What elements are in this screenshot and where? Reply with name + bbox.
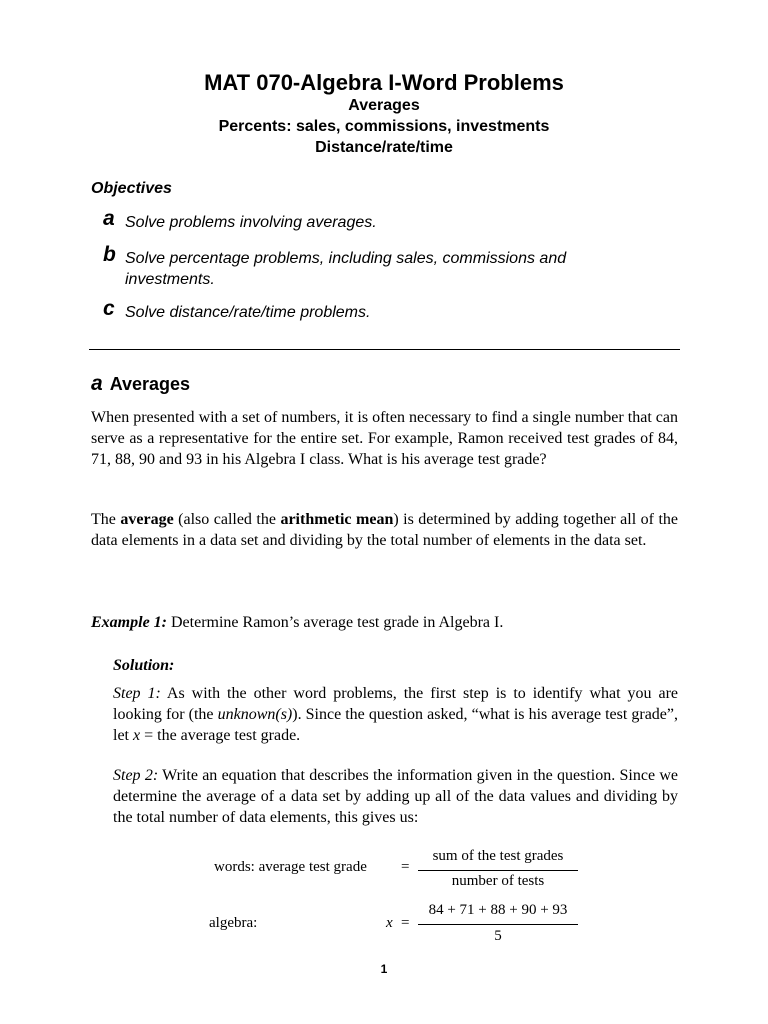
example-label: Example 1: [91,614,167,631]
step1-emphasis: unknown(s) [217,706,293,723]
section-heading [91,372,190,396]
solution-label: Solution: [113,657,175,674]
definition-text: ) is determined by adding together all of the data elements in a data set and dividing by the total number of elements in the data set. [91,511,679,549]
definition-text: The [91,511,121,528]
algebra-fraction-numerator: 84 + 71 + 88 + 90 + 93 [428,902,568,918]
page-title: MAT 070-Algebra I-Word Problems [204,70,564,95]
objective-letter: a [103,207,115,230]
subtitle-distance: Distance/rate/time [315,139,453,156]
objective-letter: c [103,297,115,320]
term-arithmetic-mean: arithmetic mean [280,511,394,528]
section-divider [89,349,680,350]
algebra-variable-x: x [386,915,393,931]
definition-paragraph [91,509,678,551]
words-fraction-numerator: sum of the test grades [432,848,564,864]
objective-text: Solve percentage problems, including sales, commissions and investments. [125,250,567,288]
term-average: average [120,511,174,528]
step2-paragraph [113,765,678,828]
step1-label: Step 1: [113,685,161,702]
variable-x: x [133,727,141,744]
words-fraction-denominator: number of tests [451,873,545,889]
objective-text: Solve distance/rate/time problems. [125,304,371,321]
intro-paragraph: When presented with a set of numbers, it is often necessary to find a single number that can serve as a representative for the entire set. For example, Ramon received test grades of 84, 71, 88, 90 and 93 in his Algebra I class. What is his average test grade? [91,409,678,468]
step2-label: Step 2: [113,767,159,784]
algebra-equation-label: algebra: [209,915,258,931]
step1-text: As with the other word problems, the first step is to identify what you are looking for (the [113,685,679,723]
algebra-equals-sign: = [401,915,410,931]
step2-text: Write an equation that describes the information given in the question. Since we determine the average of a data set by adding up all of the data values and dividing by the total number of data elements, this gives us: [113,767,678,826]
step1-paragraph [113,683,678,746]
definition-text: (also called the [173,511,281,528]
example-text: Determine Ramon’s average test grade in Algebra I. [167,614,504,631]
subtitle-percents: Percents: sales, commissions, investments [218,118,550,135]
objective-text: Solve problems involving averages. [125,214,377,231]
section-letter: a [91,372,103,395]
words-equals-sign: = [401,859,410,875]
example-statement [91,612,678,633]
words-equation-label: words: average test grade [214,859,367,875]
objective-letter: b [103,243,116,266]
objectives-heading: Objectives [91,180,172,197]
algebra-fraction-denominator: 5 [494,928,502,944]
words-fraction-bar [418,870,578,871]
step1-text: ). Since the question asked, “what is his average test grade”, let [113,706,679,744]
algebra-fraction-bar [418,924,578,925]
page-number: 1 [380,962,388,976]
step1-text: = the average test grade. [140,727,301,744]
section-title: Averages [109,374,191,394]
subtitle-averages: Averages [348,97,420,114]
